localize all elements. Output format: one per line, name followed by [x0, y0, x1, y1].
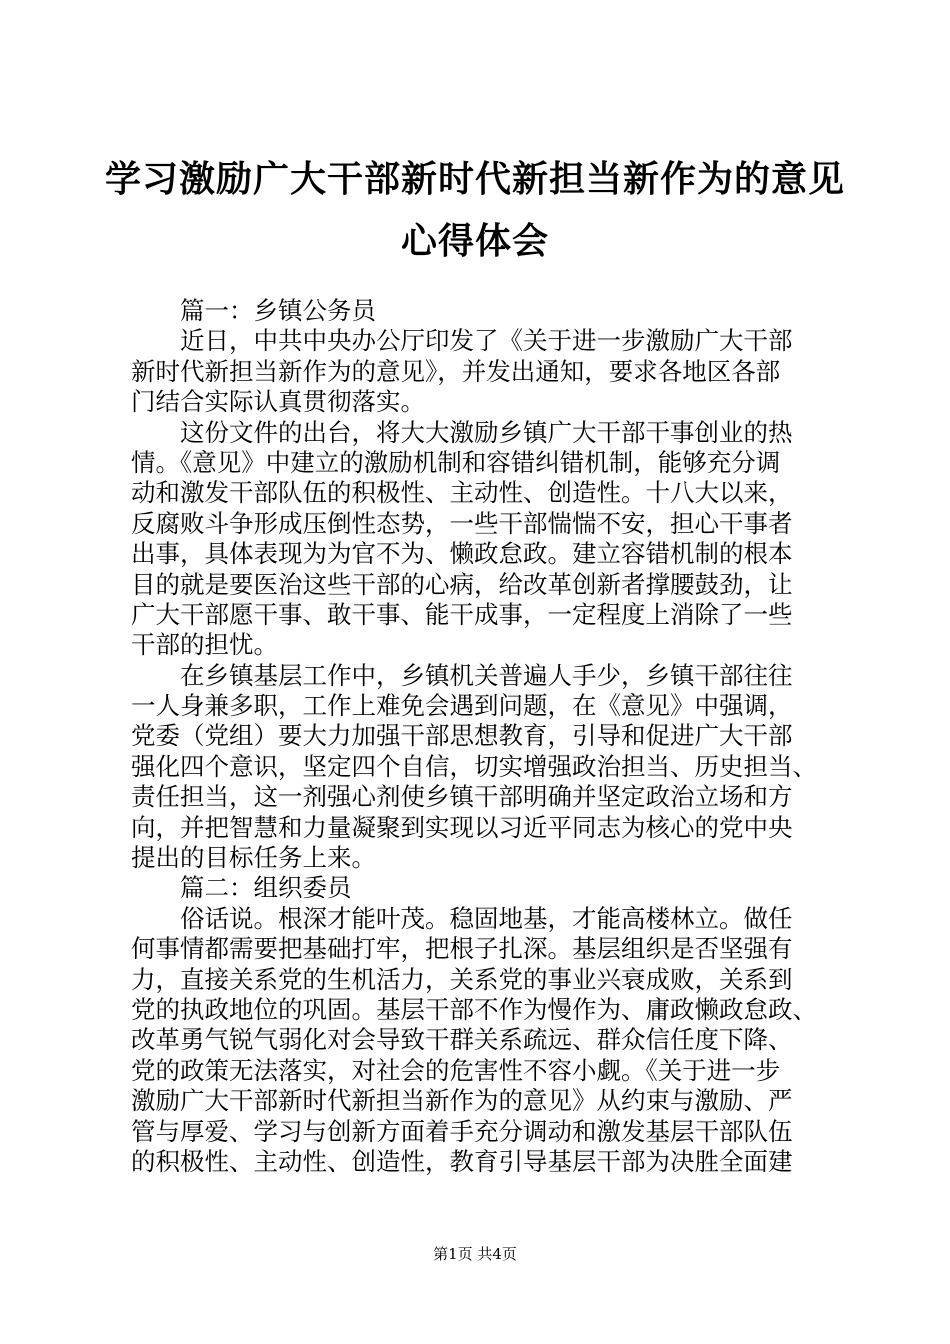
- paragraph-line: 出事，具体表现为为官不为、懒政怠政。建立容错机制的根本: [131, 539, 793, 569]
- paragraph-line: 党的政策无法落实，对社会的危害性不容小觑。《关于进一步: [131, 1055, 781, 1085]
- paragraph-line: 俗话说。根深才能叶茂。稳固地基，才能高楼林立。做任: [180, 903, 793, 933]
- paragraph-line: 目的就是要医治这些干部的心病，给改革创新者撑腰鼓劲，让: [131, 569, 793, 599]
- document-title-line-1: 学习激励广大干部新时代新担当新作为的意见: [104, 159, 845, 200]
- paragraph-line: 改革勇气锐气弱化对会导致干群关系疏远、群众信任度下降、: [131, 1025, 793, 1055]
- section-heading-1: 篇一：乡镇公务员: [180, 296, 376, 325]
- paragraph-line: 反腐败斗争形成压倒性态势，一些干部惴惴不安，担心干事者: [131, 508, 793, 538]
- document-body: [131, 296, 843, 1177]
- paragraph-line: 责任担当，这一剂强心剂使乡镇干部明确并坚定政治立场和方: [131, 782, 793, 812]
- document-title-line-2: 心得体会: [400, 221, 549, 262]
- paragraph-line: 向，并把智慧和力量凝聚到实现以习近平同志为核心的党中央: [131, 812, 793, 842]
- paragraph-line: 门结合实际认真贯彻落实。: [131, 387, 425, 417]
- paragraph-line: 近日，中共中央办公厅印发了《关于进一步激励广大干部: [180, 326, 793, 356]
- paragraph-line: 力，直接关系党的生机活力，关系党的事业兴衰成败，关系到: [131, 964, 793, 994]
- paragraph-line: 提出的目标任务上来。: [131, 843, 376, 873]
- paragraph-line: 广大干部愿干事、敢干事、能干成事，一定程度上消除了一些: [131, 599, 793, 629]
- paragraph-line: 干部的担忧。: [131, 630, 278, 660]
- paragraph-line: 新时代新担当新作为的意见》，并发出通知，要求各地区各部: [131, 356, 781, 386]
- paragraph-line: 党的执政地位的巩固。基层干部不作为慢作为、庸政懒政怠政、: [131, 994, 817, 1024]
- paragraph-line: 强化四个意识，坚定四个自信，切实增强政治担当、历史担当、: [131, 751, 817, 781]
- paragraph-line: 情。《意见》中建立的激励机制和容错纠错机制，能够充分调: [131, 447, 781, 477]
- paragraph-line: 管与厚爱、学习与创新方面着手充分调动和激发基层干部队伍: [131, 1116, 793, 1146]
- paragraph-line: 党委（党组）要大力加强干部思想教育，引导和促进广大干部: [131, 721, 793, 751]
- page-footer: 第1页 共4页: [433, 1245, 517, 1263]
- paragraph-line: 的积极性、主动性、创造性，教育引导基层干部为决胜全面建: [131, 1146, 793, 1176]
- paragraph-line: 动和激发干部队伍的积极性、主动性、创造性。十八大以来，: [131, 478, 793, 508]
- paragraph-line: 激励广大干部新时代新担当新作为的意见》从约束与激励、严: [131, 1086, 793, 1116]
- paragraph-line: 在乡镇基层工作中，乡镇机关普遍人手少，乡镇干部往往: [180, 660, 793, 690]
- paragraph-line: 一人身兼多职，工作上难免会遇到问题，在《意见》中强调，: [131, 691, 793, 721]
- paragraph-line: 这份文件的出台，将大大激励乡镇广大干部干事创业的热: [180, 417, 793, 447]
- paragraph-line: 何事情都需要把基础打牢，把根子扎深。基层组织是否坚强有: [131, 934, 793, 964]
- section-heading-2: 篇二：组织委员: [180, 873, 352, 903]
